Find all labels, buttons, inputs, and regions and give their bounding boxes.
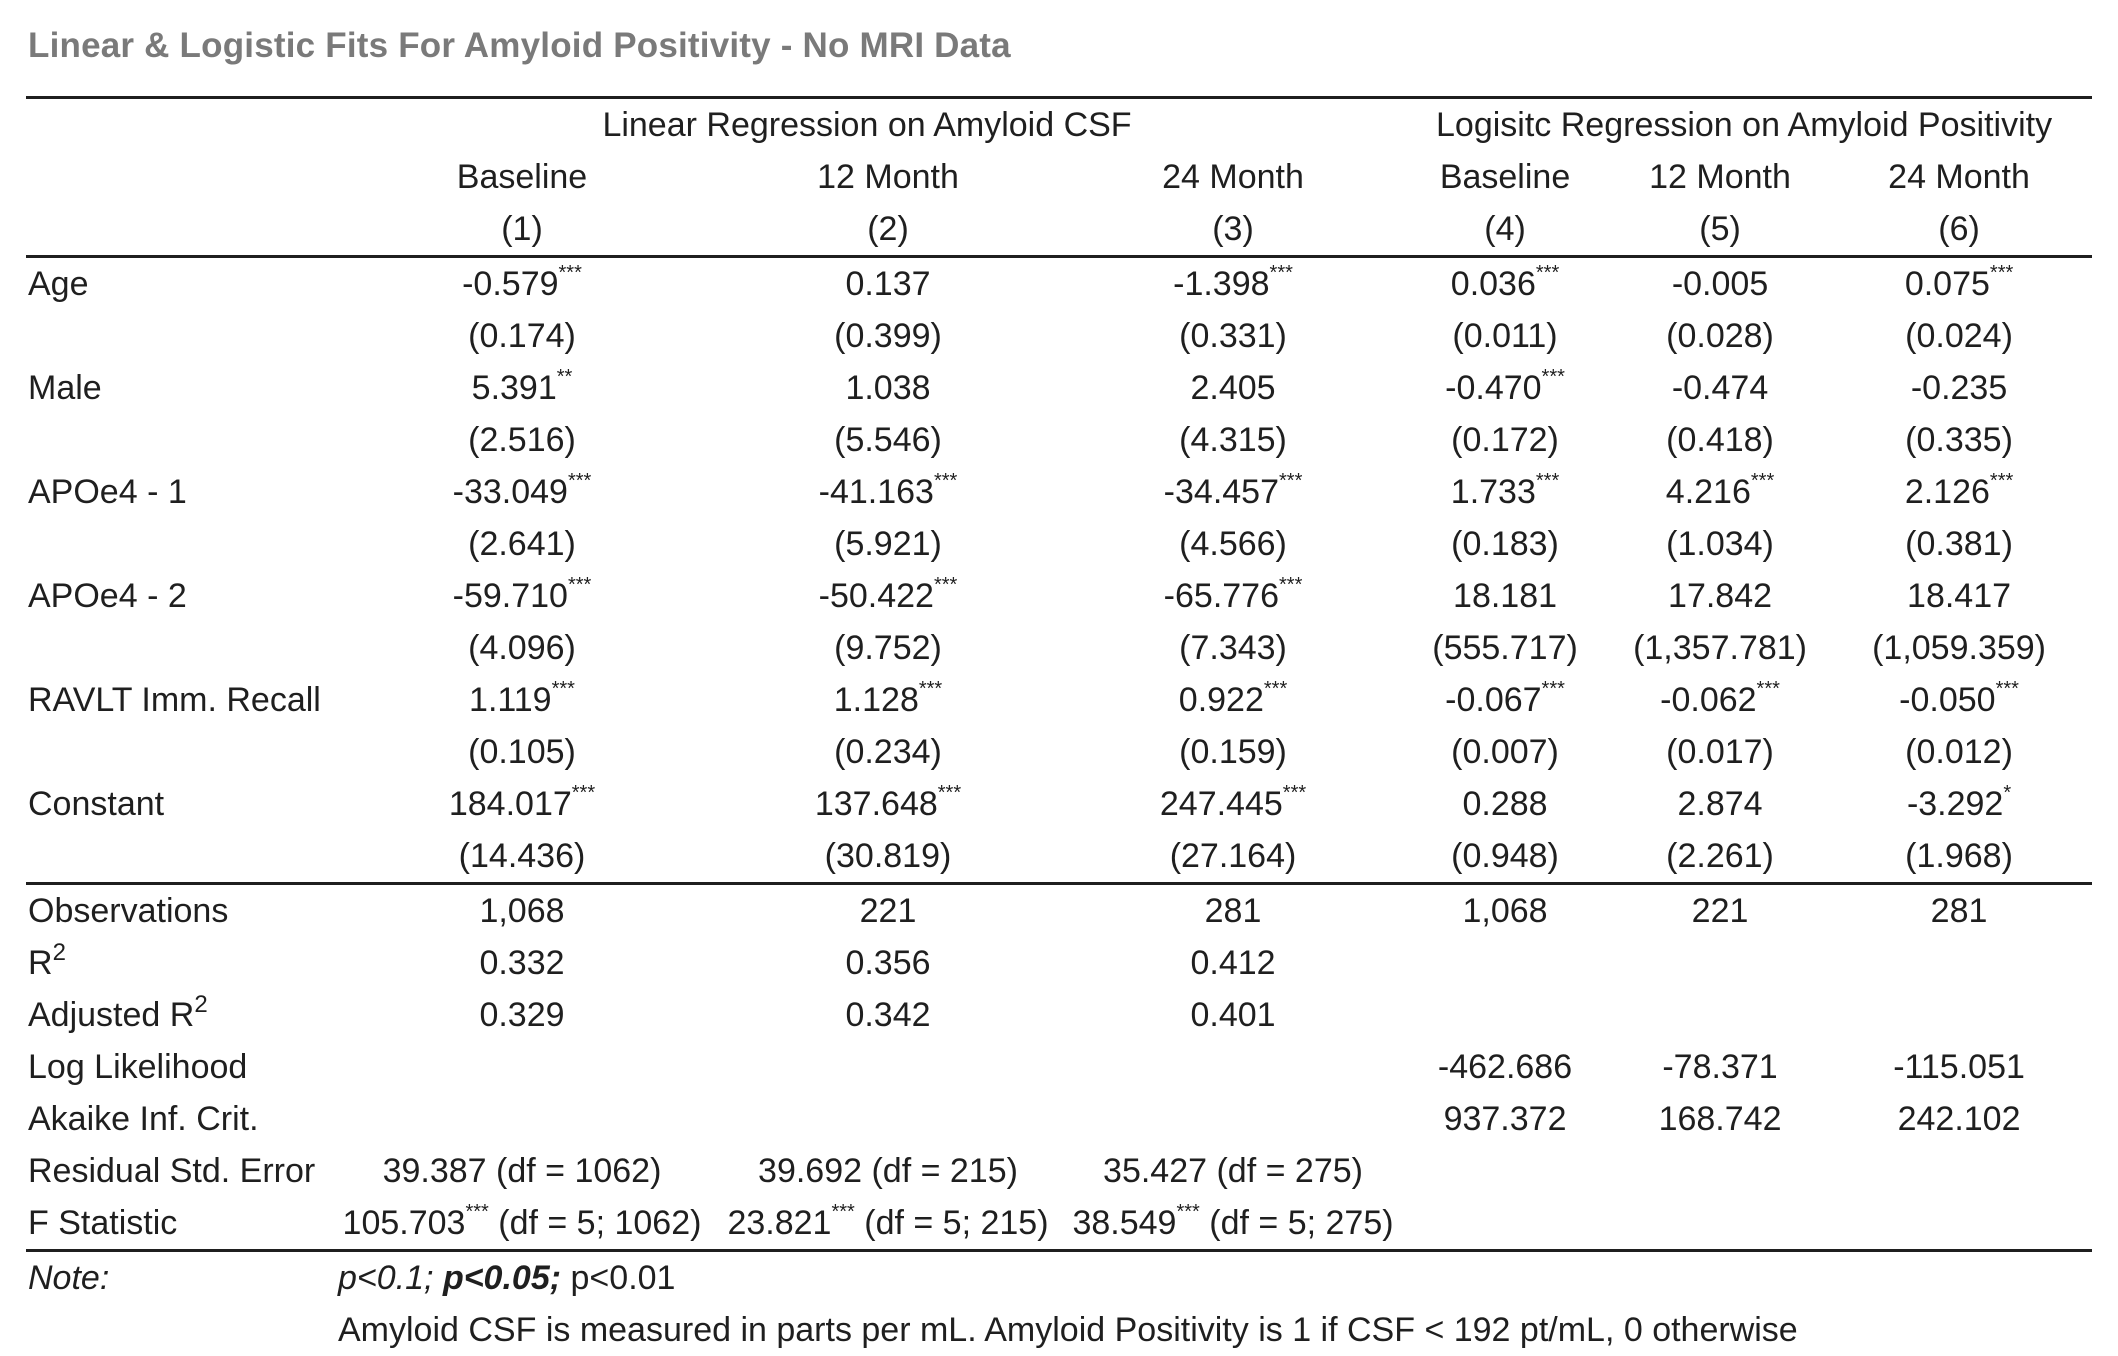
coef-cell: 0.288 (1462, 785, 1548, 823)
se-cell: (0.012) (1905, 733, 2013, 771)
coef-cell: 247.445*** (1159, 782, 1307, 823)
se-cell: (0.105) (468, 733, 576, 771)
note-text: Amyloid CSF is measured in parts per mL. Amyloid Positivity is 1 if CSF < 192 pt/mL, 0 otherwise (338, 1311, 1798, 1349)
stat-cell: 39.387 (df = 1062) (382, 1152, 662, 1190)
stat-cell: -78.371 (1662, 1048, 1778, 1086)
model-number: (6) (1826, 203, 2092, 257)
note-label: Note: (28, 1259, 110, 1297)
se-cell: (14.436) (338, 830, 706, 884)
se-cell: (5.921) (834, 525, 942, 563)
coef-row-ravlt (26, 674, 2092, 726)
se-cell: (4.096) (468, 629, 576, 667)
se-cell: (5.546) (834, 421, 942, 459)
coef-cell: -0.474 (1671, 369, 1769, 407)
se-cell: (4.315) (1179, 421, 1287, 459)
sig-stars: ** (556, 366, 573, 388)
sig-stars: *** (1989, 262, 2014, 284)
timepoint-header: 24 Month (1888, 158, 2030, 196)
se-cell: (0.172) (1451, 421, 1559, 459)
coef-cell: 0.137 (845, 265, 931, 303)
coef-cell: 1.038 (845, 369, 931, 407)
sig-stars: *** (551, 678, 575, 700)
linear-group-header: Linear Regression on Amyloid CSF (338, 98, 1396, 152)
sig-stars: *** (1176, 1201, 1200, 1223)
stat-cell: 0.342 (845, 996, 931, 1034)
table-caption: Linear & Logistic Fits For Amyloid Positivity - No MRI Data (28, 26, 1011, 65)
note-significance: p<0.1; p<0.05; p<0.01 (338, 1259, 676, 1297)
coef-cell: -50.422*** (818, 574, 958, 615)
coef-cell: 137.648*** (814, 782, 962, 823)
coef-cell: 0.036*** (1450, 262, 1560, 303)
stat-cell: -462.686 (1437, 1048, 1573, 1086)
stat-cell: 39.692 (df = 215) (758, 1152, 1018, 1190)
se-cell: (2.261) (1614, 830, 1826, 884)
se-cell: (9.752) (834, 629, 942, 667)
se-row-ravlt (26, 726, 2092, 778)
coef-cell: -0.062*** (1660, 678, 1780, 719)
stat-row-log-likelihood (26, 1041, 2092, 1093)
coef-cell: -0.235 (1910, 369, 2008, 407)
stat-cell: 105.703*** (df = 5; 1062) (338, 1197, 706, 1251)
se-cell: (0.234) (834, 733, 942, 771)
sig-stars: *** (1541, 366, 1565, 388)
row-label: APOe4 - 2 (28, 577, 187, 615)
stat-row-residual-std-error (26, 1145, 2092, 1197)
sig-stars: *** (1750, 470, 1775, 492)
sig-stars: *** (465, 1201, 489, 1223)
stat-row-aic (26, 1093, 2092, 1145)
note-text-row (26, 1304, 2092, 1356)
sig-stars: *** (1279, 470, 1303, 492)
sig-stars: *** (937, 782, 962, 804)
se-cell: (0.024) (1905, 317, 2013, 355)
logistic-group-header: Logisitc Regression on Amyloid Positivity (1396, 98, 2092, 152)
stat-cell: 0.401 (1190, 996, 1276, 1034)
stat-cell: 221 (1691, 892, 1749, 930)
timepoint-header: Baseline (456, 158, 588, 196)
coef-cell: 2.874 (1677, 785, 1763, 823)
se-cell: (0.418) (1666, 421, 1774, 459)
coef-cell: -33.049*** (452, 470, 592, 511)
sig-stars: *** (1541, 678, 1565, 700)
row-label: Residual Std. Error (28, 1152, 316, 1190)
timepoint-header: Baseline (1439, 158, 1571, 196)
se-cell: (0.007) (1451, 733, 1559, 771)
row-label: RAVLT Imm. Recall (28, 681, 321, 719)
se-row-age (26, 310, 2092, 362)
se-cell: (0.331) (1179, 317, 1287, 355)
se-cell: (0.183) (1451, 525, 1559, 563)
coef-cell: 1.128*** (833, 678, 943, 719)
row-label: Constant (28, 785, 165, 823)
stat-cell: 281 (1204, 892, 1262, 930)
stat-row-adjusted-r2 (26, 989, 2092, 1041)
stat-cell: 35.427 (df = 275) (1103, 1152, 1363, 1190)
coef-cell: 184.017*** (448, 782, 596, 823)
se-row-apoe4-1 (26, 518, 2092, 570)
coef-cell: -0.005 (1671, 265, 1769, 303)
stat-row-f-statistic (26, 1197, 2092, 1251)
sig-stars: *** (1263, 678, 1288, 700)
sig-stars: *** (1535, 470, 1560, 492)
stat-cell: 0.412 (1190, 944, 1276, 982)
stat-cell: -115.051 (1893, 1048, 2025, 1086)
se-cell: (2.641) (468, 525, 576, 563)
coef-cell: -34.457*** (1163, 470, 1303, 511)
coef-row-apoe4-2 (26, 570, 2092, 622)
stat-cell: 1,068 (479, 892, 565, 930)
row-label: Age (28, 265, 89, 303)
se-cell: (1.034) (1666, 525, 1774, 563)
stat-row-observations (26, 884, 2092, 938)
se-cell: (0.381) (1905, 525, 2013, 563)
se-cell: (1,059.359) (1872, 629, 2046, 667)
model-number: (5) (1614, 203, 1826, 257)
coef-row-apoe4-1 (26, 466, 2092, 518)
stat-cell: 0.329 (479, 996, 565, 1034)
sig-stars: *** (1282, 782, 1307, 804)
model-number: (2) (706, 203, 1070, 257)
se-cell: (2.516) (468, 421, 576, 459)
regression-table (26, 96, 2092, 1356)
coef-row-constant (26, 778, 2092, 830)
coef-cell: -0.067*** (1445, 678, 1565, 719)
timepoint-header: 12 Month (1649, 158, 1791, 196)
stat-cell: 0.332 (479, 944, 565, 982)
sig-stars: *** (567, 574, 592, 596)
se-cell: (30.819) (706, 830, 1070, 884)
stat-cell: 281 (1930, 892, 1988, 930)
coef-row-age (26, 257, 2092, 311)
se-cell: (0.399) (834, 317, 942, 355)
coef-cell: -41.163*** (818, 470, 958, 511)
se-cell: (1,357.781) (1633, 629, 1807, 667)
sig-stars: *** (1535, 262, 1560, 284)
coef-cell: 0.075*** (1904, 262, 2014, 303)
se-cell: (0.948) (1396, 830, 1614, 884)
coef-cell: 2.126*** (1904, 470, 2014, 511)
timepoint-header: 12 Month (817, 158, 959, 196)
sig-stars: *** (558, 262, 582, 284)
se-row-male (26, 414, 2092, 466)
se-cell: (7.343) (1179, 629, 1287, 667)
row-label: F Statistic (26, 1197, 338, 1251)
se-cell: (0.028) (1666, 317, 1774, 355)
coef-cell: -0.579*** (462, 262, 582, 303)
sig-stars: * (2003, 782, 2012, 804)
header-timepoint-row (26, 151, 2092, 203)
stat-cell: 1,068 (1462, 892, 1548, 930)
coef-cell: -65.776*** (1163, 574, 1303, 615)
stat-cell: 221 (859, 892, 917, 930)
se-cell: (0.174) (468, 317, 576, 355)
stat-cell: 168.742 (1658, 1100, 1782, 1138)
stat-cell: 0.356 (845, 944, 931, 982)
se-cell: (0.011) (1452, 317, 1558, 355)
coef-row-male (26, 362, 2092, 414)
sig-stars: *** (1756, 678, 1780, 700)
sig-stars: *** (831, 1201, 855, 1223)
timepoint-header: 24 Month (1162, 158, 1304, 196)
coef-cell: 1.733*** (1450, 470, 1560, 511)
se-cell: (555.717) (1432, 629, 1578, 667)
sig-stars: *** (933, 470, 958, 492)
coef-cell: -1.398*** (1173, 262, 1293, 303)
coef-cell: -0.050*** (1899, 678, 2019, 719)
header-group-row (26, 98, 2092, 152)
sig-stars: *** (1995, 678, 2019, 700)
coef-cell: 1.119*** (469, 678, 575, 719)
coef-cell: -59.710*** (452, 574, 592, 615)
model-number: (1) (338, 203, 706, 257)
se-cell: (0.159) (1179, 733, 1287, 771)
stat-cell: 937.372 (1443, 1100, 1567, 1138)
sig-stars: *** (567, 470, 592, 492)
stat-cell: 242.102 (1897, 1100, 2021, 1138)
sig-stars: *** (918, 678, 943, 700)
row-label: Akaike Inf. Crit. (28, 1100, 259, 1138)
se-cell: (0.335) (1905, 421, 2013, 459)
stat-row-r2 (26, 937, 2092, 989)
row-label: Log Likelihood (28, 1048, 248, 1086)
se-row-constant (26, 830, 2092, 884)
sig-stars: *** (1989, 470, 2014, 492)
row-label: Male (28, 369, 102, 407)
stat-cell: 23.821*** (df = 5; 215) (706, 1197, 1070, 1251)
coef-cell: 5.391** (471, 366, 573, 407)
sig-stars: *** (1269, 262, 1293, 284)
row-label: $R^2$ (28, 939, 66, 982)
se-row-apoe4-2 (26, 622, 2092, 674)
header-model-number-row (26, 203, 2092, 257)
model-number: (3) (1070, 203, 1396, 257)
coef-cell: 18.417 (1907, 577, 2012, 615)
coef-cell: 0.922*** (1178, 678, 1288, 719)
sig-stars: *** (1279, 574, 1303, 596)
coef-cell: 4.216*** (1665, 470, 1775, 511)
coef-cell: 2.405 (1190, 369, 1276, 407)
model-number: (4) (1396, 203, 1614, 257)
coef-cell: 17.842 (1668, 577, 1773, 615)
se-cell: (27.164) (1070, 830, 1396, 884)
note-row (26, 1251, 2092, 1305)
se-cell: (4.566) (1179, 525, 1287, 563)
stat-cell: 38.549*** (df = 5; 275) (1070, 1197, 1396, 1251)
row-label: Observations (28, 892, 229, 930)
row-label: Adjusted $R^2$ (28, 991, 208, 1034)
row-label: APOe4 - 1 (28, 473, 187, 511)
se-cell: (0.017) (1666, 733, 1774, 771)
coef-cell: -0.470*** (1445, 366, 1565, 407)
coef-cell: 18.181 (1453, 577, 1558, 615)
coef-cell: -3.292* (1906, 782, 2012, 823)
sig-stars: *** (571, 782, 596, 804)
se-cell: (1.968) (1826, 830, 2092, 884)
sig-stars: *** (933, 574, 958, 596)
